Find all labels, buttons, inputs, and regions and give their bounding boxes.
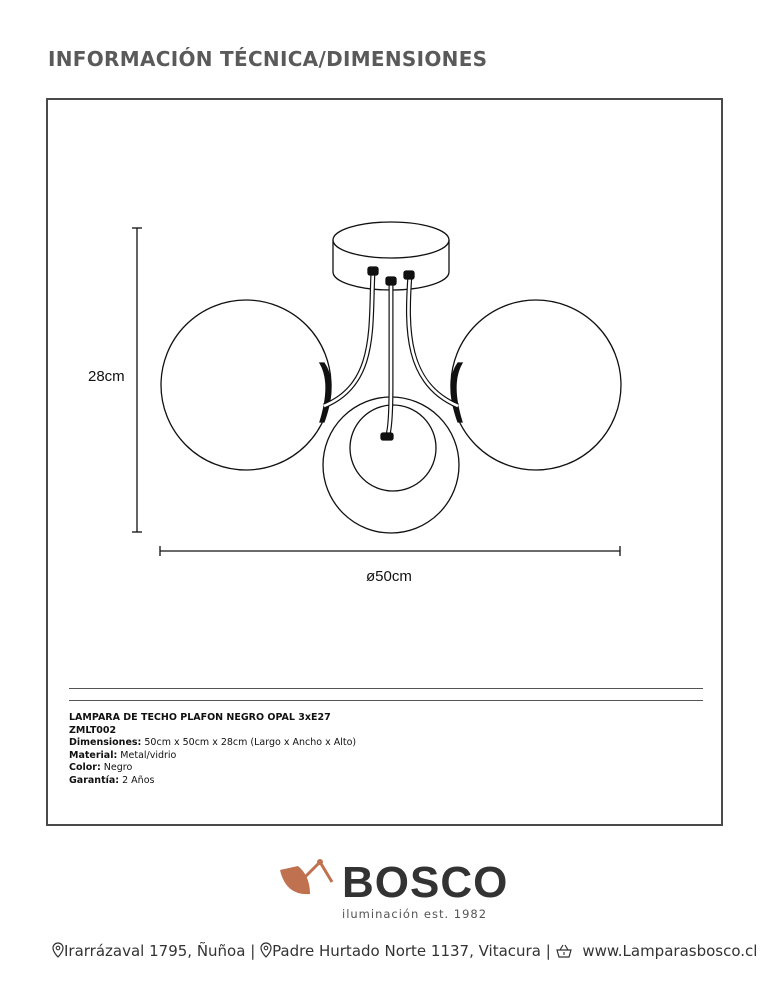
spec-label: Dimensiones: [69, 737, 142, 748]
lamp-outline [161, 222, 621, 533]
brand-tagline: iluminación est. 1982 [342, 907, 488, 921]
spec-value: Metal/vidrio [120, 749, 177, 761]
height-dimension-line [132, 228, 142, 532]
separator: | [545, 942, 551, 960]
spec-label: Garantía: [69, 774, 120, 786]
spec-row [69, 762, 669, 775]
product-specs [69, 712, 669, 787]
spec-value: 2 Años [122, 774, 155, 786]
width-label: ø50cm [366, 568, 412, 585]
desk-lamp-icon [276, 852, 342, 922]
address-vitacura: Padre Hurtado Norte 1137, Vitacura [272, 942, 541, 960]
location-pin-icon [260, 942, 272, 958]
product-code: ZMLT002 [69, 724, 117, 736]
product-name: LAMPARA DE TECHO PLAFON NEGRO OPAL 3xE27 [69, 712, 331, 723]
spec-value: 50cm x 50cm x 28cm (Largo x Ancho x Alto) [144, 737, 357, 748]
website-link[interactable]: www.Lamparasbosco.cl [582, 942, 758, 960]
divider-top [69, 688, 703, 689]
spec-row [69, 737, 669, 750]
page-title: INFORMACIÓN TÉCNICA/DIMENSIONES [48, 47, 488, 71]
separator: | [250, 942, 256, 960]
lamp-technical-drawing [48, 100, 725, 700]
address-nunoa: Irarrázaval 1795, Ñuñoa [64, 942, 246, 960]
spec-label: Color: [69, 762, 101, 773]
location-pin-icon [52, 942, 64, 958]
spec-label: Material: [69, 749, 118, 761]
brand-name: BOSCO [342, 858, 509, 907]
technical-frame [46, 98, 723, 826]
divider-bottom [69, 700, 703, 701]
footer-contact [52, 942, 758, 960]
bosco-logo [276, 852, 509, 926]
width-dimension-line [160, 546, 620, 556]
shopping-basket-icon [556, 944, 572, 958]
spec-row [69, 775, 669, 788]
spec-row [69, 750, 669, 763]
spec-value: Negro [103, 762, 133, 773]
height-label: 28cm [88, 368, 125, 385]
